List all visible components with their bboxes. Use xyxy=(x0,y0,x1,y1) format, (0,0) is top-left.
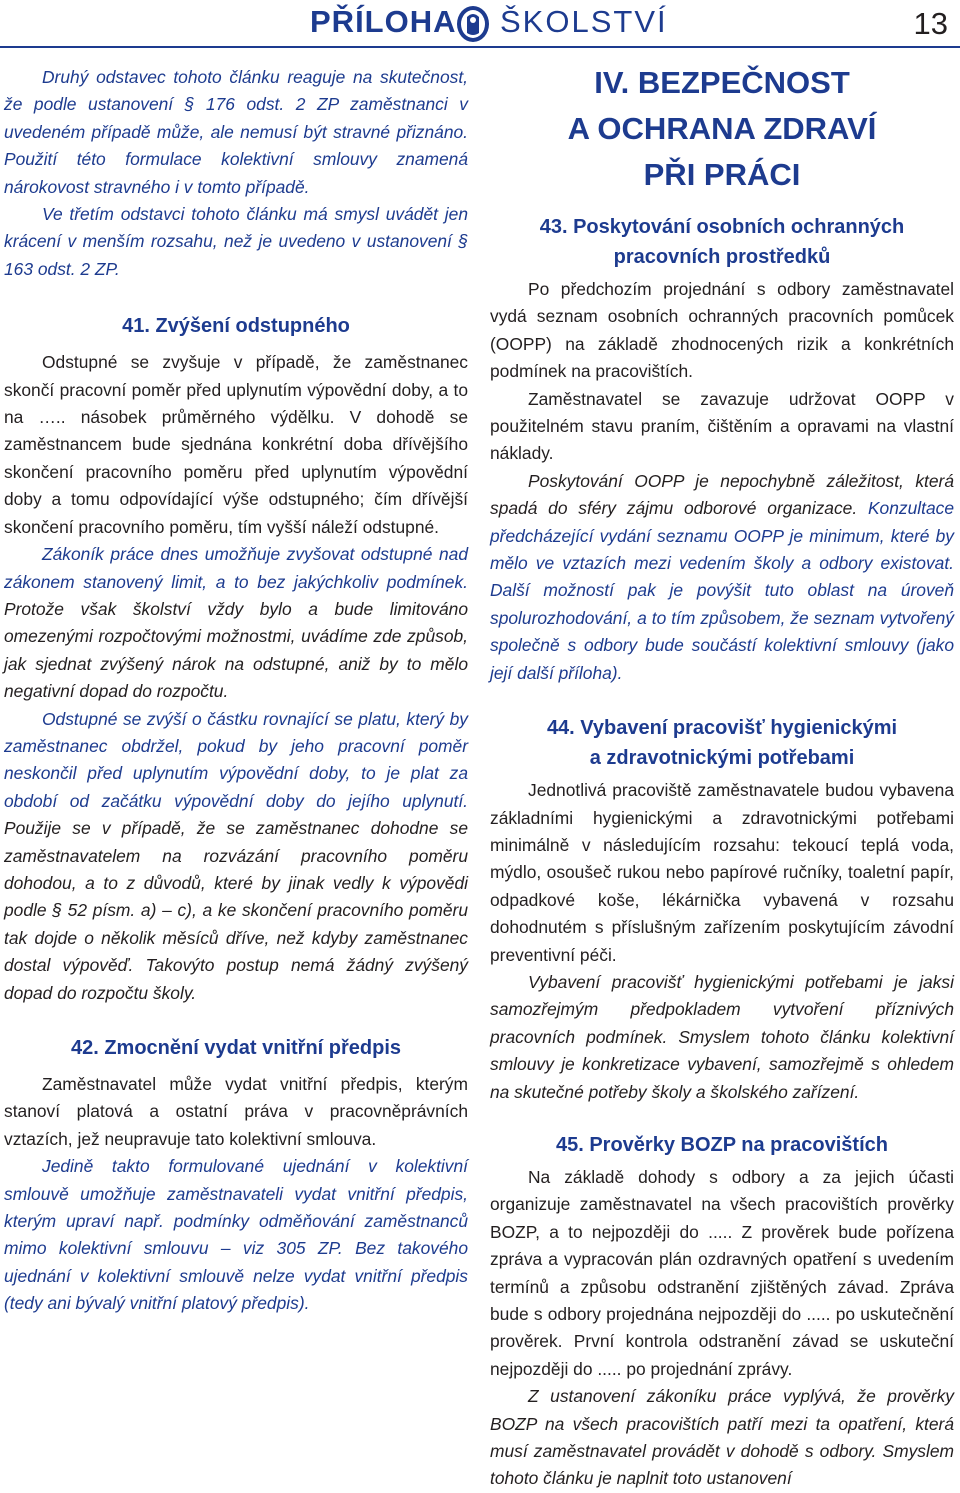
header-title-left: PŘÍLOHA xyxy=(310,4,457,39)
paragraph-commentary: Ve třetím odstavci tohoto článku má smysl uvádět jen krácení v menším rozsahu, než je uvedeno v ustanovení § 163 odst. 2 ZP. xyxy=(4,204,468,279)
paragraph-commentary: Z ustanovení zákoníku práce vyplývá, že prověrky BOZP na všech pracovištích patří mezi ta opatření, která musí zaměstnavatel provádět v dohodě s odbory. Smyslem tohoto článku je naplnit toto ustanovení xyxy=(490,1386,954,1489)
section-heading-45: 45. Prověrky BOZP na pracovištích xyxy=(555,1133,888,1156)
section-heading-43: 43. Poskytování osobních ochranných pracovních prostředků xyxy=(539,216,905,268)
page-number: 13 xyxy=(913,6,948,41)
chapter-title-line: PŘI PRÁCI xyxy=(643,157,801,192)
paragraph-commentary xyxy=(4,706,468,1007)
paragraph-text: Zaměstnavatel může vydat vnitřní předpis, kterým stanoví platová a ostatní práva v pracovněprávních vztazích, jež neupravuje tato kolektivní smlouva. xyxy=(4,1074,468,1149)
commentary-text: Bez takového ujednání v kolektivní smlouvě nelze vydat vnitřní předpis (tedy ani bývalý vnitřní platový předpis). xyxy=(4,1238,469,1314)
paragraph-text: Na základě dohody s odbory a za jejich účasti organizuje zaměstnavatel na všech pracovištích prověrky BOZP, a to nejpozději do ..... Z prověrek bude pořízena zpráva a vypracován plán ozdravných opatření s uvedením termínů a způsobu odstranění zjištěných závad. Zpráva bude s odbory projednána nejpozději do ..... po uskutečnění prověrek. První kontrola odstranění závad se uskuteční nejpozději do ..... po projednání zprávy. xyxy=(490,1166,954,1379)
header-title-right: ŠKOLSTVÍ xyxy=(500,4,668,39)
left-column xyxy=(4,60,468,1318)
section-heading-41: 41. Zvýšení odstupného xyxy=(122,315,350,338)
page-header xyxy=(0,0,960,48)
chapter-title-line: A OCHRANA ZDRAVÍ xyxy=(567,111,877,146)
header-divider xyxy=(0,46,960,48)
chapter-title-line: IV. BEZPEČNOST xyxy=(594,65,850,100)
paragraph-commentary xyxy=(4,1153,468,1317)
paragraph-commentary: Vybavení pracovišť hygienickými potřebami je jaksi samozřejmým předpokladem vytvoření příznivých pracovních podmínek. Smyslem tohoto článku kolektivní smlouvy je konkretizace vybavení, samozřejmě s ohledem na skutečné potřeby školy a školského zařízení. xyxy=(490,971,954,1102)
section-heading-42: 42. Zmocnění vydat vnitřní předpis xyxy=(70,1037,402,1059)
commentary-highlight: Odstupné se zvýší o částku rovnající se platu, který by zaměstnanec obdržel, pokud by jeho pracovní poměr neskončil před uplynutím výpovědní doby, to je plat za období od začátku výpovědní doby do jejího uplynutí. xyxy=(4,708,468,811)
school-emblem-icon xyxy=(454,3,492,43)
commentary-text: Protože však školství vždy bylo a bude limitováno omezenými rozpočtovými možnostmi, uvádíme zde způsob, jak sjednat zvýšený nárok na odstupné, aniž by to mělo negativní dopad do rozpočtu. xyxy=(4,598,468,702)
paragraph-text: Odstupné se zvyšuje v případě, že zaměstnanec skončí pracovní poměr před uplynutím výpovědní doby, a to na ….. násobek průměrného výdělku. V dohodě se zaměstnancem bude sjednána konkrétní doba dřívějšího skončení pracovního poměru před uplynutím výpovědní doby a tomu odpovídající výše odstupného; čím dřívější skončení pracovního poměru, tím vyšší náleží odstupné. xyxy=(4,352,468,537)
commentary-highlight: Zákoník práce dnes umožňuje zvyšovat odstupné nad zákonem stanovený limit, a to bez jakýchkoliv podmínek. xyxy=(4,544,468,592)
section-heading-44: 44. Vybavení pracovišť hygienickými a zdravotnickými potřebami xyxy=(546,717,898,770)
paragraph-text: Jednotlivá pracoviště zaměstnavatele budou vybavena základními hygienickými a zdravotnickými potřebami minimálně v následujícím rozsahu: tekoucí teplá voda, mýdlo, osoušeč rukou nebo papírové ručníky, toaletní papír, odpadkové koše, lékárnička vybavená v rozsahu dohodnutém s příslušným zařízením poskytujícím závodní preventivní péči. xyxy=(490,780,954,965)
paragraph-commentary: Druhý odstavec tohoto článku reaguje na skutečnost, že podle ustanovení § 176 odst. 2 ZP zaměstnanci v uvedeném případě může, ale nemusí být stravné přiznáno. Použití této formulace kolektivní smlouvy znamená nárokovost stravného i v tomto případě. xyxy=(4,67,468,197)
paragraph-text: Po předchozím projednání s odbory zaměstnavatel vydá seznam osobních ochranných pracovních pomůcek (OOPP) na základě zhodnocených rizik a konkrétních podmínek na pracovištích. xyxy=(490,279,954,382)
commentary-highlight: Konzultace předcházející vydání seznamu OOPP je minimum, které by mělo ve vztazích mezi vedením školy a odbory existovat. Další možností pak je povýšit tuto oblast na úroveň spolurozhodování, a to tím způsobem, že seznam vytvořený společně s odbory bude součástí kolektivní smlouvy (jako její další příloha). xyxy=(490,498,954,683)
paragraph-commentary xyxy=(4,541,468,705)
commentary-text: Použije se v případě, že se zaměstnanec dohodne se zaměstnavatelem na rozvázání pracovního poměru dohodou, a to z důvodů, které by jinak vedly k výpovědi podle § 52 písm. a) – c), a ke skončení pracovního poměru tak dojde o několik měsíců dříve, než kdyby zaměstnanec dostal výpověď. Takovýto postup nemá žádný zvýšený dopad do rozpočtu školy. xyxy=(4,818,468,1003)
commentary-text: Poskytování OOPP je nepochybně záležitost, která spadá do sféry zájmu odborové organizace. xyxy=(490,470,954,519)
commentary-highlight: Jedině takto formulované ujednání v kolektivní smlouvě umožňuje zaměstnavateli vydat vnitřní předpis, kterým upraví např. podmínky odměňování zaměstnanců mimo kolektivní smlouvu – viz 305 ZP. xyxy=(4,1156,468,1259)
paragraph-commentary xyxy=(490,468,954,687)
paragraph-text: Zaměstnavatel se zavazuje udržovat OOPP v použitelném stavu praním, čištěním a opravami na vlastní náklady. xyxy=(490,388,954,464)
right-column xyxy=(490,60,954,1493)
